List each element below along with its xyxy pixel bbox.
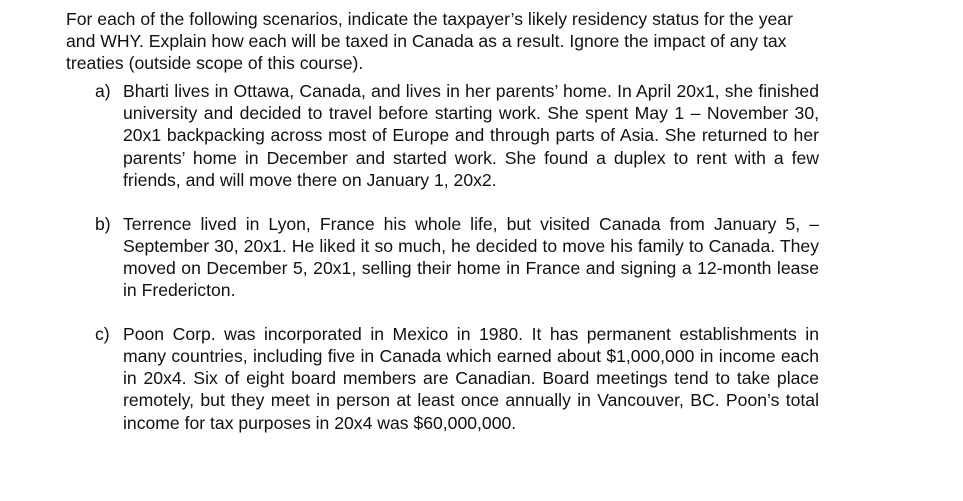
- scenario-item-b: [66, 213, 819, 301]
- scenario-item-c: [66, 323, 819, 433]
- scenario-marker: b): [95, 213, 111, 234]
- scenario-text: Terrence lived in Lyon, France his whole life, but visited Canada from January 5, – September 30, 20x1. He liked it so much, he decided to move his family to Canada. They moved on December 5, 20x1, selling their home in France and signing a 12-month lease in Fredericton.: [123, 213, 819, 301]
- scenario-text: Poon Corp. was incorporated in Mexico in 1980. It has permanent establishments in many countries, including five in Canada which earned about $1,000,000 in income each in 20x4. Six of eight board members are Canadian. Board meetings tend to take place remotely, but they meet in person at least once annually in Vancouver, BC. Poon’s total income for tax purposes in 20x4 was $60,000,000.: [123, 324, 819, 433]
- scenario-marker: c): [95, 324, 110, 345]
- scenario-text: Bharti lives in Ottawa, Canada, and lives in her parents’ home. In April 20x1, she finished university and decided to travel before starting work. She spent May 1 – November 30, 20x1 backpacking across most of Europe and through parts of Asia. She returned to her parents’ home in December and started work. She found a duplex to rent with a few friends, and will move there on January 1, 20x2.: [123, 81, 819, 190]
- scenario-list: [66, 80, 826, 433]
- scenario-marker: a): [95, 81, 111, 102]
- document: [66, 8, 826, 456]
- instructions-paragraph: For each of the following scenarios, indicate the taxpayer’s likely residency status for the year and WHY. Explain how each will be taxed in Canada as a result. Ignore the impact of any tax treaties (outside scope of this course).: [66, 9, 793, 74]
- scenario-item-a: [66, 80, 819, 190]
